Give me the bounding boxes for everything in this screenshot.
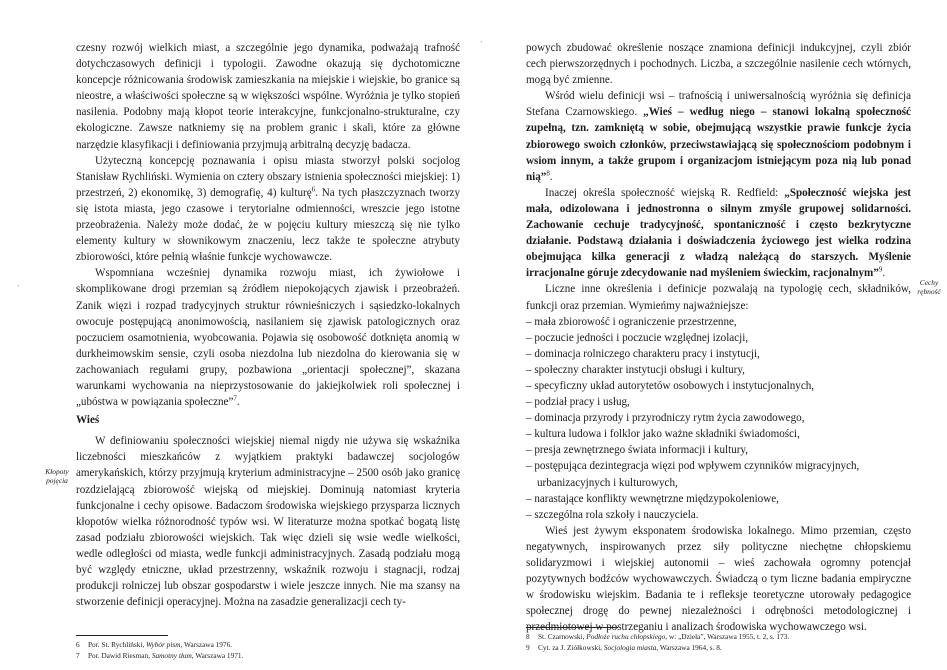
scan-speck: ˋ (17, 284, 20, 293)
footnote-number: 8 (526, 632, 530, 641)
paragraph-text: Użyteczną koncepcję poznawania i opisu miasta stworzył polski socjolog Stanisław Rychliński. Wymienia on cztery obszary istnienia społeczności miejskiej: 1) przestrzeń, 2) ekonomikę, 3) demografię, 4) kulturę (76, 154, 460, 199)
section-heading: Wieś (76, 414, 100, 427)
footnote-title: Socjologia miasta (603, 642, 657, 652)
footnote-number: 9 (526, 642, 530, 652)
footnote-text: , Warszawa 1964, s. 8. (656, 642, 722, 652)
footnote-text: , w: „Dzieła”, Warszawa 1955, t. 2, s. 173. (665, 632, 790, 641)
list-item: – społeczny charakter instytucji obsługi i kultury, (526, 363, 745, 376)
list-item: – specyficzny układ autorytetów osobowych i instytucjonalnych, (526, 379, 815, 392)
feature-list (526, 314, 911, 523)
list-item: – dominacja przyrody i przyrodniczy rytm życia zawodowego, (526, 412, 805, 425)
list-item: – kultura ludowa i folklor jako ważne składniki świadomości, (526, 428, 800, 441)
list-item: – podział pracy i usług, (526, 396, 630, 409)
list-item: – dominacja rolniczego charakteru pracy i instytucji, (526, 347, 760, 360)
footnotes (76, 635, 460, 661)
paragraph: Liczne inne określenia i definicje pozwalają na typologię cech, składników, funkcji oraz przemian. Wymieńmy najważniejsze: (526, 283, 911, 312)
list-item: – presja zewnętrznego świata informacji i kultury, (526, 444, 748, 457)
footnotes (526, 627, 911, 653)
paragraph: Wśród wielu definicji wsi – trafnością i uniwersalnością wyróżnia się definicja Stefana Czarnowskiego. „Wieś – według niego – stanowi lokalną społeczność zupełną, tzn. zamkniętą w sobie, obejmującą wszystkie prawie funkcje życia zbiorowego swoich członków, przeciwstawiającą się społecznościom podobnym i wsiom innym, a także grupom i organizacjom istniejącym poza nią lub ponad nią”$^8$. (526, 90, 911, 183)
footnote-text: , Warszawa 1976. (180, 640, 233, 649)
paragraph: Wspomniana wcześniej dynamika rozwoju miast, ich żywiołowe i skomplikowane drogi przemian są źródłem niepokojących zjawisk i przeobrażeń. Zanik więzi i rozpad tradycyjnych struktur równieśniczych i sąsiedzko-lokalnych owocuje postępującą anonimowością, nasilaniem się zjawisk patologicznych oraz poczuciem osamotnienia, wyobcowania. Pojawia się osobowość dotknięta anomią w durkheimowskim sensie, czyli osoba niezdolna lub niezdolna do kierowania się w zachowaniach regułami grupy, pozbawiona „orientacji społecznej”, skazana warunkami wychowania na nieprzystosowanie do jakiejkolwiek roli społecznej i „ubóstwa w powiązania społeczne”$^7$. (76, 267, 460, 409)
paragraph-text: Wśród wielu definicji wsi – trafnością i uniwersalnością wyróżnia się definicja Stefana Czarnowskiego. (526, 90, 911, 119)
footnote-text: Por. St. Rychliński, (88, 640, 147, 649)
paragraph: W definiowaniu społeczności wiejskiej niemal nigdy nie używa się wskaźnika liczebności mieszkańców z wyjątkiem praktyki badawczej socjologów amerykańskich, którzy przyjmują kryterium administracyjne – 2500 osób jako granicę rozdzielającą zbiorowość wiejską od miejskiej. Dominują natomiast kryteria funkcjonalne i cechy opisowe. Badaczom środowiska wiejskiego przysparza licznych kłopotów wielka różnorodność typów wsi. W literaturze można spotkać bogatą listę zasad podziału zbiorowości wiejskich. Tak więc dzieli się wsie wedle wielkości, wedle odległości od miasta, wedle funkcji administracyjnych. Zasadą podziału mogą być względy etniczne, układ przestrzenny, wskaźnik rozwoju i stagnacji, rodzaj produkcji rolniczej lub obszar gospodarstw i wiele jeszcze innych. Nie ma szansy na stworzenie definicji operacyjnej. Można na zasadzie generalizacji cech ty- (76, 435, 460, 609)
footnote-text: Cyt. za J. Ziółkowski, (538, 642, 604, 652)
footnote-title: Podłoże ruchu chłopskiego (586, 632, 666, 641)
quote-czarnowski: „Wieś – według niego – stanowi lokalną społeczność zupełną, tzn. zamkniętą w sobie, obejmującą wszystkie prawie funkcje życia zbiorowego swoich członków, przeciwstawiającą się społecznościom podobnym i wsiom innym, a także grupom i organizacjom istniejącym poza nią lub ponad nią” (526, 106, 911, 183)
footnote-number: 6 (76, 640, 80, 649)
margin-note: Kłopoty pojęcia (45, 467, 69, 485)
quote-redfield: „Społeczność wiejska jest mała, odizolowana i jednostronna o silnym zmyśle grupowej solidarności. Zachowanie cechuje tradycyjność, spontaniczność i często bezkrytyczne działanie. Podstawą działania i doświadczenia życiowego jest wielka rodzina obejmująca kilka generacji z władzą należącą do starszych. Myślenie irracjonalne góruje zdecydowanie nad myśleniem świeckim, racjonalnym” (526, 186, 911, 280)
footnote (526, 643, 911, 654)
footnote-number: 7 (76, 650, 80, 660)
footnote-rule (526, 627, 618, 628)
paragraph: powych zbudować określenie noszące znamiona definicji indukcyjnej, czyli zbiór cech pierwszorzędnych i pochodnych. Liczba, a szczególnie nasilenie cech wtórnych, mogą być zmienne. (526, 42, 911, 87)
paragraph (76, 153, 460, 266)
margin-note: Cechy rębność (917, 278, 941, 296)
footnote-title: Samotny tłum (151, 650, 192, 660)
footnote-title: Wybór pism (146, 640, 181, 649)
footnote (76, 651, 460, 662)
footnote-text: Por. Dawid Riesman, (88, 650, 152, 660)
list-item: – narastające konflikty wewnętrzne międzypokoleniowe, (526, 492, 779, 505)
footnote-text: St. Czarnowski, (538, 632, 587, 641)
right-page (526, 40, 911, 665)
footnote-ref: 7 (233, 394, 237, 403)
list-item: – poczucie jedności i poczucie względnej izolacji, (526, 331, 749, 344)
paragraph-text: Inaczej określa społeczność wiejską R. Redfield: (545, 186, 785, 199)
footnote-ref: 9 (878, 265, 883, 274)
footnote-ref: 6 (311, 185, 316, 194)
paragraph: czesny rozwój wielkich miast, a szczególnie jego dynamika, podważają trafność dotychczasowych definicji i typologii. Zawodne okazują się dychotomiczne koncepcje różnicowania środowisk zamieszkania na miejskie i wiejskie, bo granice są nieostre, a właściwości społeczne są w większości wspólne. Wyróżnia je tylko stopień nasilenia. Podobny mają kłopot teorie interakcyjne, funkcjonalno-strukturalne, czy ekologiczne. Zawsze natkniemy się na problem granic i skali, które za główne narzędzie klasyfikacji i definiowania przyjmują arbitralną decyzję badacza. (76, 42, 460, 151)
list-item: – szczególna rola szkoły i nauczyciela. (526, 508, 699, 521)
footnote (76, 640, 460, 651)
footnote-rule (76, 635, 168, 636)
paragraph: Wieś jest żywym eksponatem środowiska lokalnego. Mimo przemian, często negatywnych, inspirowanych przez siły polityczne niechętne chłopskiemu solidaryzmowi i wiejskiej autonomii – wieś zachowała ogromny potencjał pozytywnych bodźców wychowawczych. Świadczą o tym liczne badania empiryczne w środowisku wiejskim. Badania te i refleksje teoretyczne utorowały pedagogice społecznej drogę do pewnej niezależności i odrębności metodologicznej i przedmiotowej w postrzeganiu i analizach środowiska wychowawczego wsi. (526, 524, 911, 634)
scan-speck: ˋ (480, 40, 483, 49)
left-page (76, 40, 460, 665)
list-item: – postępująca dezintegracja więzi pod wpływem czynników migracyjnych, urbanizacyjnych i kulturowych, (526, 460, 860, 489)
list-item: – mała zbiorowość i ograniczenie przestrzenne, (526, 315, 737, 328)
footnote (526, 632, 911, 643)
paragraph-text: Wspomniana wcześniej dynamika rozwoju miast, ich żywiołowe i skomplikowane drogi przemian są źródłem niepokojących zjawisk i przeobrażeń. Zanik więzi i rozpad tradycyjnych struktur równieśniczych i sąsiedzko-lokalnych owocuje postępującą anonimowością, nasilaniem się zjawisk patologicznych oraz poczuciem osamotnienia, wyobcowania. Pojawia się osobowość dotknięta anomią w durkheimowskim sensie, czyli osoba niezdolna lub niezdolna do kierowania się w zachowaniach regułami grupy, pozbawiona „orientacji społecznej”, skazana warunkami wychowania na nieprzystosowanie do jakiejkolwiek roli społecznej i „ubóstwa w powiązania społeczne” (76, 267, 460, 409)
footnote-text: , Warszawa 1971. (191, 650, 244, 660)
paragraph: Inaczej określa społeczność wiejską R. Redfield: „Społeczność wiejska jest mała, odizolowana i jednostronna o silnym zmyśle grupowej solidarności. Zachowanie cechuje tradycyjność, spontaniczność i często bezkrytyczne działanie. Podstawą działania i doświadczenia życiowego jest wielka rodzina obejmująca kilka generacji z władzą należącą do starszych. Myślenie irracjonalne góruje zdecydowanie nad myśleniem świeckim, racjonalnym”$^9$. (526, 186, 911, 280)
footnote-ref: 8 (546, 169, 550, 178)
paragraph-text: . Na tych płaszczyznach tworzy się istota miasta, jego czasowe i terytorialne odmienności, wreszcie jego istotne przeobrażenia. Należy może dodać, że w pojęciu kultury mieszczą się nie tylko elementy kultury w słownikowym znaczeniu, lecz także te społeczne atrybuty zbiorowości, które pełnią właśnie funkcje wychowawcze. (76, 186, 460, 264)
